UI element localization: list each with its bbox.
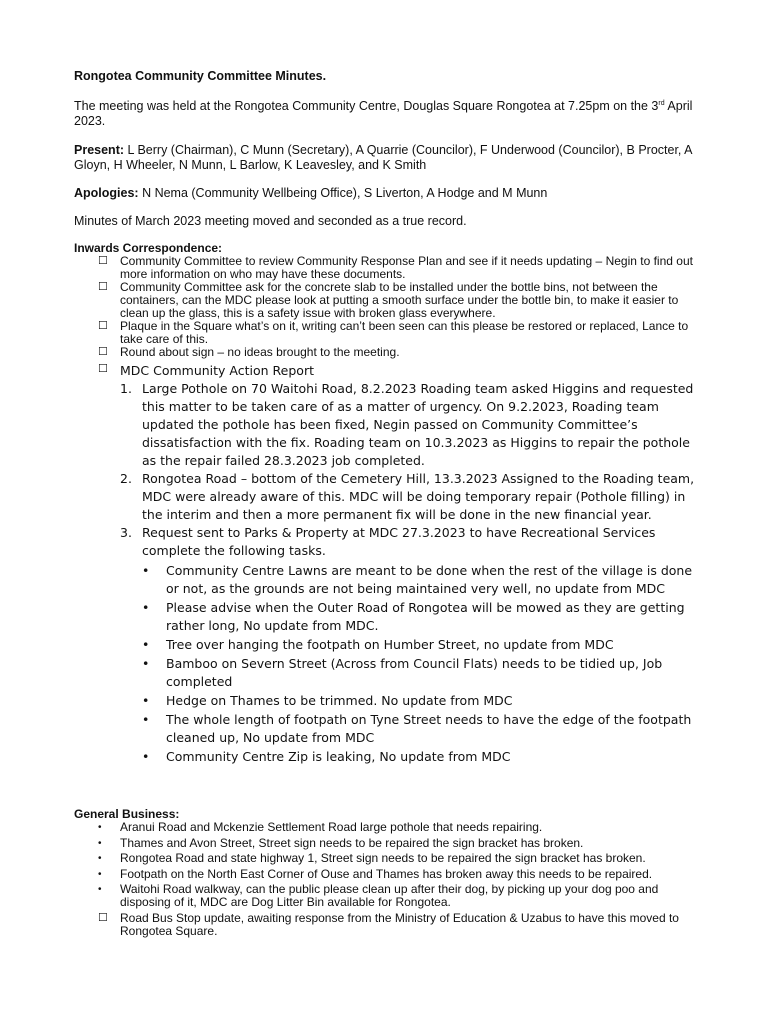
bullet-icon: • bbox=[98, 837, 102, 849]
bullet-icon: • bbox=[142, 693, 150, 708]
checkbox-icon: ☐ bbox=[98, 346, 108, 358]
minutes-line: Minutes of March 2023 meeting moved and seconded as a true record. bbox=[74, 214, 467, 228]
mdc-numbered-list bbox=[120, 380, 699, 766]
bullet-icon: • bbox=[98, 884, 102, 895]
task-item: • The whole length of footpath on Tyne Street needs to have the edge of the footpath cleaned up, No update from MDC bbox=[142, 712, 692, 745]
task-list bbox=[142, 562, 699, 766]
task-item: • Community Centre Lawns are meant to be done when the rest of the village is done or not, as the grounds are not being maintained very well, no update from MDC bbox=[142, 563, 693, 596]
mdc-report-item bbox=[98, 362, 699, 766]
list-item: • Thames and Avon Street, Street sign needs to be repaired the sign bracket has broken. bbox=[98, 835, 584, 850]
present-label: Present: bbox=[74, 143, 125, 157]
numbered-item: 2. Rongotea Road – bottom of the Cemetery Hill, 13.3.2023 Assigned to the Roading team, MDC were already aware of this. MDC will be doing temporary repair (Pothole filling) in the interim and then a more permanent fix will be done in the new financial year. bbox=[120, 471, 695, 522]
bullet-icon: • bbox=[142, 749, 150, 764]
bullet-icon: • bbox=[142, 563, 150, 578]
list-item: ☐ Community Committee ask for the concrete slab to be installed under the bottle bins, not between the containers, can the MDC please look at putting a smooth surface under the bottle bin, to make it easier to clean up the glass, this is a safety issue with broken glass everywhere. bbox=[98, 280, 679, 320]
bullet-icon: • bbox=[98, 853, 102, 864]
apologies-label: Apologies: bbox=[74, 186, 139, 200]
apologies-line: Apologies: N Nema (Community Wellbeing Office), S Liverton, A Hodge and M Munn bbox=[74, 186, 548, 200]
task-item: • Tree over hanging the footpath on Humber Street, no update from MDC bbox=[142, 637, 614, 652]
numbered-item: 3. Request sent to Parks & Property at MDC 27.3.2023 to have Recreational Services complete the following tasks. • Community Centre Lawns are meant to be done when the rest of the village is done or not, as the grounds are not being maintained very well, no update from MDC • Please advise when the Outer Road of Rongotea will be mowed as they are getting rather long, No update from MDC. • Tree over hanging the footpath on Humber Street, no update from MDC • Bamboo on Severn Street (Across from Council Flats) needs to be tidied up, Job completed • Hedge on Thames to be trimmed. No update from MDC • The whole length of footpath on Tyne Street needs to have the edge of the footpath cleaned up, No update from MDC • Community Centre Zip is leaking, No update from MDC bbox=[120, 524, 699, 766]
task-item: • Hedge on Thames to be trimmed. No update from MDC bbox=[142, 693, 513, 708]
inwards-list bbox=[74, 255, 699, 766]
list-item: ☐ Round about sign – no ideas brought to the meeting. bbox=[98, 345, 400, 359]
checkbox-icon: ☐ bbox=[98, 255, 108, 267]
bullet-icon: • bbox=[142, 637, 150, 652]
mdc-report-label: MDC Community Action Report bbox=[120, 363, 314, 378]
checkbox-icon: ☐ bbox=[98, 911, 108, 924]
general-business-list bbox=[74, 821, 699, 938]
numbered-item: 1. Large Pothole on 70 Waitohi Road, 8.2.2023 Roading team asked Higgins and requested this matter to be taken care of as a matter of urgency. On 9.2.2023, Roading team updated the pothole has been fixed, Negin passed on Community Committee’s dissatisfaction with the fix. Roading team on 10.3.2023 as Higgins to repair the pothole as the repair failed 28.3.2023 job completed. bbox=[120, 381, 694, 468]
document-title: Rongotea Community Committee Minutes. bbox=[74, 69, 327, 83]
task-item: • Bamboo on Severn Street (Across from Council Flats) needs to be tidied up, Job completed bbox=[142, 656, 663, 689]
bullet-icon: • bbox=[142, 712, 150, 727]
checkbox-icon: ☐ bbox=[98, 320, 108, 332]
bullet-icon: • bbox=[142, 600, 150, 615]
present-line: Present: L Berry (Chairman), C Munn (Secretary), A Quarrie (Councilor), F Underwood (Councilor), B Procter, A Gloyn, H Wheeler, N Munn, L Barlow, K Leavesley, and K Smith bbox=[74, 143, 692, 172]
list-item: ☐ Community Committee to review Community Response Plan and see if it needs updating – Negin to find out more information on who may have these documents. bbox=[98, 254, 693, 281]
meeting-intro: The meeting was held at the Rongotea Community Centre, Douglas Square Rongotea at 7.25pm on the 3rd April 2023. bbox=[74, 99, 693, 128]
inwards-heading: Inwards Correspondence: bbox=[74, 241, 223, 255]
list-item: • Waitohi Road walkway, can the public please clean up after their dog, by picking up your dog poo and disposing of it, MDC are Dog Litter Bin available for Rongotea. bbox=[98, 882, 659, 909]
checkbox-icon: ☐ bbox=[98, 281, 108, 293]
list-item: • Footpath on the North East Corner of Ouse and Thames has broken away this needs to be repaired. bbox=[98, 866, 653, 881]
bullet-icon: • bbox=[98, 822, 102, 833]
list-item: ☐ Road Bus Stop update, awaiting response from the Ministry of Education & Uzabus to have this moved to Rongotea Square. bbox=[98, 910, 679, 938]
bullet-icon: • bbox=[98, 868, 102, 880]
document-page bbox=[74, 64, 699, 940]
list-item: • Rongotea Road and state highway 1, Street sign needs to be repaired the sign bracket has broken. bbox=[98, 851, 646, 865]
general-business-heading: General Business: bbox=[74, 807, 180, 821]
list-item: ☐ Plaque in the Square what’s on it, writing can’t been seen can this please be restored or replaced, Lance to take care of this. bbox=[98, 319, 689, 346]
checkbox-icon: ☐ bbox=[98, 362, 108, 375]
task-item: • Community Centre Zip is leaking, No update from MDC bbox=[142, 749, 511, 764]
list-item: • Aranui Road and Mckenzie Settlement Road large pothole that needs repairing. bbox=[98, 820, 543, 834]
bullet-icon: • bbox=[142, 656, 150, 671]
task-item: • Please advise when the Outer Road of Rongotea will be mowed as they are getting rather long, No update from MDC. bbox=[142, 600, 685, 633]
